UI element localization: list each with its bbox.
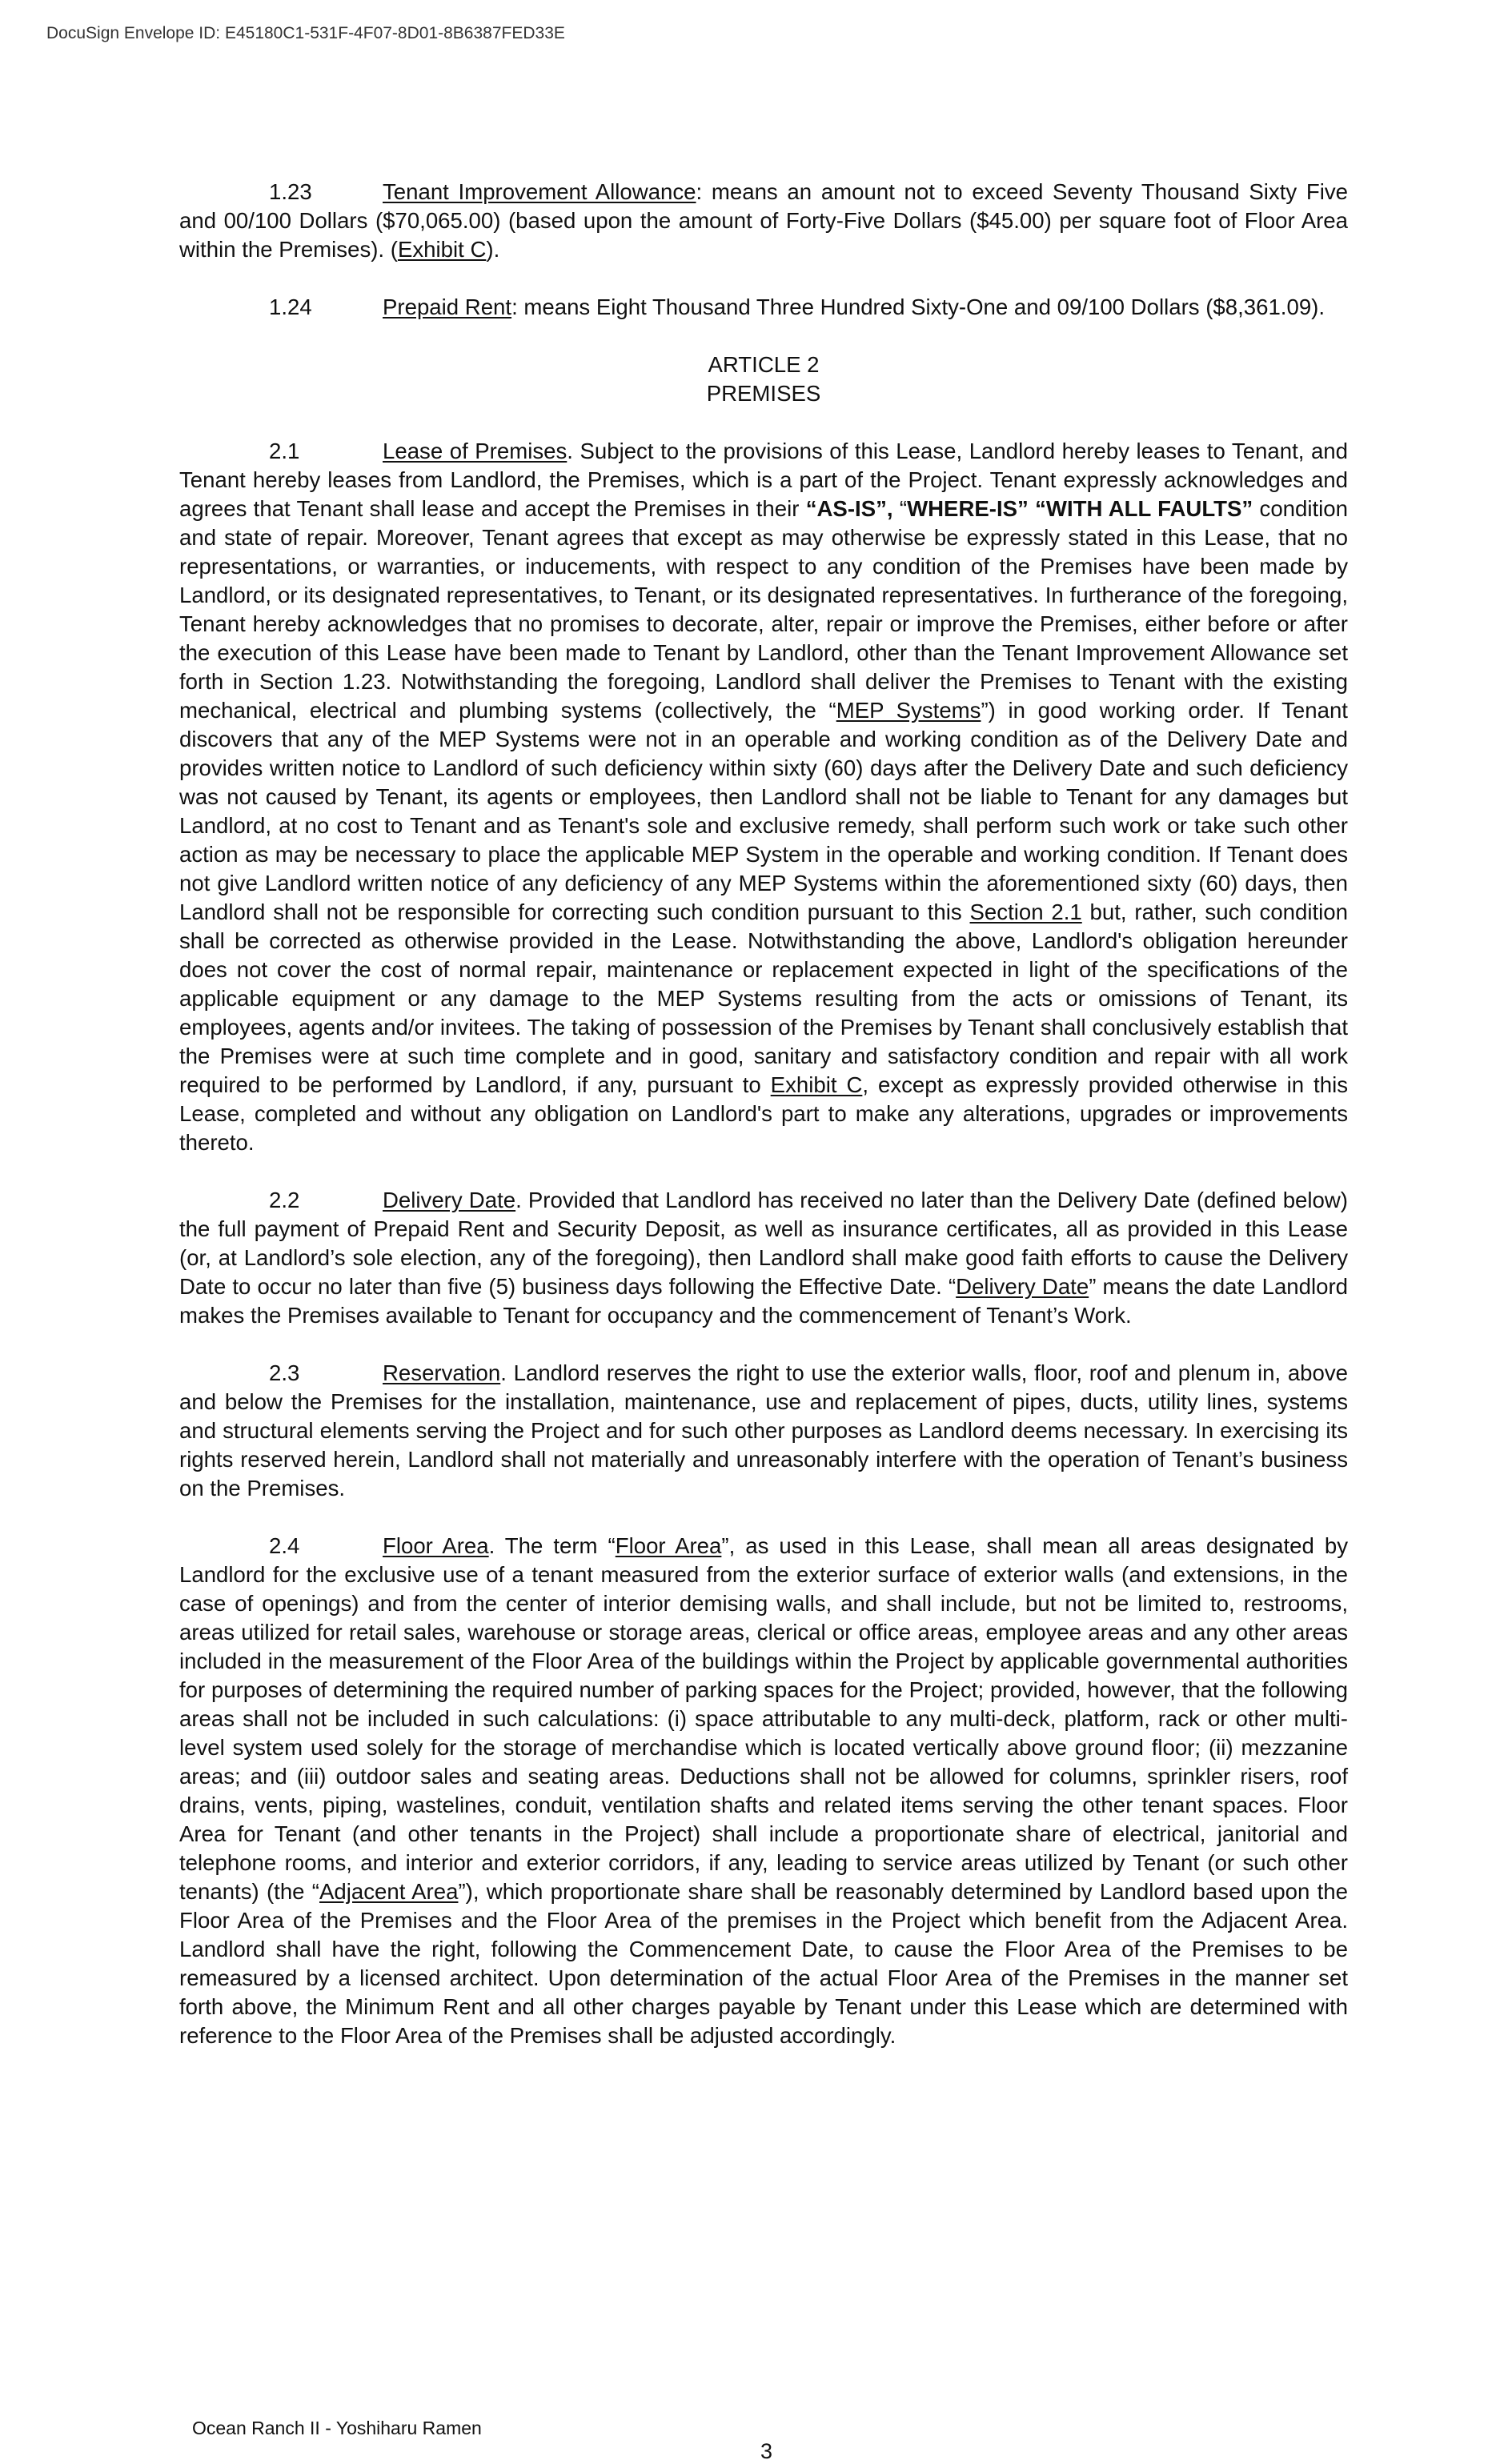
section-text: : means an amount not to exceed Seventy Thousand Sixty Five and 00/100 Dollars ($70,065.00) (based upon the amount of Forty-Five Dollars ($45.00) per square foot of Floor Area within the Premises). ( (179, 179, 1348, 262)
section-term: Floor Area (383, 1533, 489, 1558)
section-text: ” means the date Landlord makes the Premises available to Tenant for occupancy and the commencement of Tenant’s Work. (179, 1274, 1349, 1328)
section-term: Prepaid Rent (383, 294, 512, 319)
bold-text: WHERE-IS” “WITH ALL FAULTS” (907, 496, 1253, 521)
exhibit-c-reference: Exhibit C (397, 237, 487, 262)
section-1-23 (179, 178, 1348, 264)
section-text: , except as expressly provided otherwise in this Lease, completed and without any obligation on Landlord's part to make any alterations, upgrades or improvements thereto. (179, 1072, 1348, 1155)
defined-term: MEP Systems (836, 698, 981, 723)
section-term: Delivery Date (383, 1188, 516, 1212)
section-text: . The term “ (488, 1533, 616, 1558)
article-title: PREMISES (706, 381, 821, 406)
section-1-24 (179, 293, 1348, 322)
section-term: Lease of Premises (383, 439, 568, 463)
section-text: condition and state of repair. Moreover, Tenant agrees that except as may otherwise be expressly stated in this Lease, that no representations, or warranties, or inducements, with respect to any condition of the Premises have been made by Landlord, or its designated representatives, to Tenant, or its designated representatives. In furtherance of the foregoing, Tenant hereby acknowledges that no promises to decorate, alter, repair or improve the Premises, either before or after the execution of this Lease have been made to Tenant by Landlord, other than the Tenant Improvement Allowance set forth in Section 1.23. Notwithstanding the foregoing, Landlord shall deliver the Premises to Tenant with the existing mechanical, electrical and plumbing systems (collectively, the “ (179, 496, 1348, 723)
section-number: 2.2 (269, 1188, 300, 1212)
section-text: ”) in good working order. If Tenant discovers that any of the MEP Systems were not in an operable and working condition as of the Delivery Date and provides written notice to Landlord of such deficiency within sixty (60) days after the Delivery Date and such deficiency was not caused by Tenant, its agents or employees, then Landlord shall not be liable to Tenant for any damages but Landlord, at no cost to Tenant and as Tenant's sole and exclusive remedy, shall perform such work or take such other action as may be necessary to place the applicable MEP System in the operable and working condition. If Tenant does not give Landlord written notice of any deficiency of any MEP Systems within the aforementioned sixty (60) days, then Landlord shall not be responsible for correcting such condition pursuant to this (179, 698, 1348, 924)
bold-text: “AS-IS”, (805, 496, 893, 521)
article-heading (179, 351, 1348, 408)
section-number: 2.3 (269, 1360, 300, 1385)
section-text: “ (892, 496, 908, 521)
section-number: 2.1 (269, 439, 300, 463)
section-2-1 (179, 437, 1348, 1157)
section-text: . Subject to the provisions of this Lease, Landlord hereby leases to Tenant, and Tenant hereby leases from Landlord, the Premises, which is a part of the Project. Tenant expressly acknowledges and agrees that Tenant shall lease and accept the Premises in their (179, 439, 1348, 521)
section-term: Reservation (383, 1360, 501, 1385)
section-text: ”, as used in this Lease, shall mean all areas designated by Landlord for the exclusive use of a tenant measured from the exterior surface of exterior walls (and extensions, in the case of openings) and from the center of interior demising walls, and shall include, but not be limited to, restrooms, areas utilized for retail sales, warehouse or storage areas, clerical or office areas, employee areas and any other areas included in the measurement of the Floor Area of the buildings within the Project by applicable governmental authorities for purposes of determining the required number of parking spaces for the Project; provided, however, that the following areas shall not be included in such calculations: (i) space attributable to any multi-deck, platform, rack or other multi-level system used solely for the storage of merchandise which is located vertically above ground floor; (ii) mezzanine areas; and (iii) outdoor sales and seating areas. Deductions shall not be allowed for columns, sprinkler risers, roof drains, vents, piping, wastelines, conduit, ventilation shafts and related items serving the other tenant spaces. Floor Area for Tenant (and other tenants in the Project) shall include a proportionate share of electrical, janitorial and telephone rooms, and interior and exterior corridors, if any, leading to service areas utilized by Tenant (or such other tenants) (the “ (179, 1533, 1349, 1904)
section-text: . Provided that Landlord has received no later than the Delivery Date (defined below) the full payment of Prepaid Rent and Security Deposit, as well as insurance certificates, all as provided in this Lease (or, at Landlord’s sole election, any of the foregoing), then Landlord shall make good faith efforts to cause the Delivery Date to occur no later than five (5) business days following the Effective Date. “ (179, 1188, 1348, 1299)
defined-term: Adjacent Area (319, 1879, 459, 1904)
exhibit-c-reference: Exhibit C (770, 1072, 863, 1097)
section-number: 2.4 (269, 1533, 300, 1558)
section-2-3 (179, 1359, 1348, 1503)
section-text: : means Eight Thousand Three Hundred Sixty-One and 09/100 Dollars ($8,361.09). (511, 294, 1326, 319)
section-text: ). (486, 237, 500, 262)
article-number: ARTICLE 2 (708, 352, 820, 377)
document-body (179, 178, 1348, 2079)
section-2-4 (179, 1532, 1348, 2050)
section-text: but, rather, such condition shall be corrected as otherwise provided in the Lease. Notwithstanding the above, Landlord's obligation hereunder does not cover the cost of normal repair, maintenance or replacement expected in light of the specifications of the applicable equipment or any damage to the MEP Systems resulting from the acts or omissions of Tenant, its employees, agents and/or invitees. The taking of possession of the Premises by Tenant shall conclusively establish that the Premises were at such time complete and in good, sanitary and satisfactory condition and repair with all work required to be performed by Landlord, if any, pursuant to (179, 899, 1348, 1097)
section-reference: Section 2.1 (969, 899, 1082, 924)
footer-project-name: Ocean Ranch II - Yoshiharu Ramen (192, 2418, 482, 2438)
section-text: . Landlord reserves the right to use the exterior walls, floor, roof and plenum in, above and below the Premises for the installation, maintenance, use and replacement of pipes, ducts, utility lines, systems and structural elements serving the Project and for such other purposes as Landlord deems necessary. In exercising its rights reserved herein, Landlord shall not materially and unreasonably interfere with the operation of Tenant’s business on the Premises. (179, 1360, 1348, 1500)
section-term: Tenant Improvement Allowance (383, 179, 696, 204)
defined-term: Floor Area (615, 1533, 722, 1558)
envelope-id: DocuSign Envelope ID: E45180C1-531F-4F07-8D01-8B6387FED33E (46, 24, 565, 42)
defined-term: Delivery Date (956, 1274, 1089, 1299)
page-number: 3 (760, 2439, 773, 2463)
section-number: 1.24 (269, 294, 312, 319)
section-2-2 (179, 1186, 1348, 1330)
section-number: 1.23 (269, 179, 312, 204)
section-text: ”), which proportionate share shall be reasonably determined by Landlord based upon the Floor Area of the Premises and the Floor Area of the premises in the Project which benefit from the Adjacent Area. Landlord shall have the right, following the Commencement Date, to cause the Floor Area of the Premises to be remeasured by a licensed architect. Upon determination of the actual Floor Area of the Premises in the manner set forth above, the Minimum Rent and all other charges payable by Tenant under this Lease which are determined with reference to the Floor Area of the Premises shall be adjusted accordingly. (179, 1879, 1348, 2048)
